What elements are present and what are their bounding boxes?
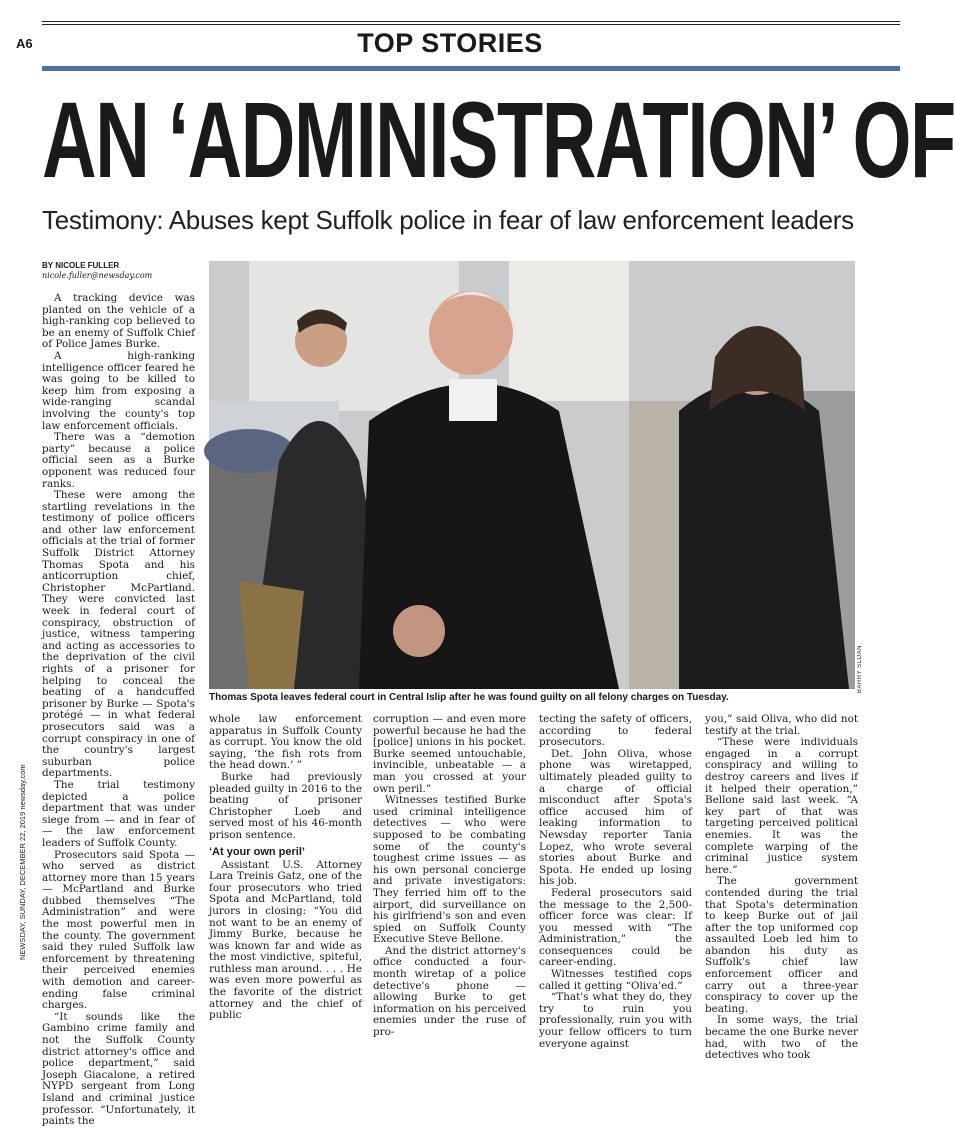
news-photo [209, 261, 855, 689]
section-title: TOP STORIES [357, 28, 543, 58]
paragraph: The government contended during the trial that Spota's determination to keep Burke out of jail after the top uniformed cop assaulted Loeb led him to abandon his duty as Suffolk's chief law enforcement officer and carry out a three-year conspiracy to cover up the beating. [705, 875, 858, 1015]
paragraph: Prosecutors said Spota — who served as district attorney more than 15 years — McPartland and Burke dubbed themselves “The Administration” and were the most powerful men in the county. The government said they ruled Suffolk law enforcement by threatening their perceived enemies with demotion and career-ending false criminal charges. [42, 848, 195, 1012]
paragraph: whole law enforcement apparatus in Suffolk County as corrupt. You know the old saying, ‘the fish rots from the head down.’ ” [209, 713, 362, 772]
paragraph: Witnesses testified cops called it getting “Oliva'ed.” [539, 968, 692, 992]
paragraph: corruption — and even more powerful because he had the [police] unions in his pocket. Burke seemed untouchable, invincible, unbeatable — a man you crossed at your own peril.” [373, 713, 526, 795]
paragraph: Det. John Oliva, whose phone was wiretapped, ultimately pleaded guilty to a charge of official misconduct after Spota's office accused him of leaking information to Newsday reporter Tania Lopez, who wrote several stories about Burke and Spota. He ended up losing his job. [539, 747, 692, 888]
paragraph: Federal prosecutors said the message to the 2,500-officer force was clear: If you messed with “The Administration,” the consequences could be career-ending. [539, 886, 692, 969]
top-rule [42, 21, 900, 22]
section-rule [42, 66, 900, 71]
article-column-1 [42, 292, 195, 1128]
article-column-5 [705, 713, 858, 1062]
paragraph: “That's what they do, they try to ruin you professionally, ruin you with your fellow officers to turn everyone against [539, 991, 692, 1050]
paragraph: you,” said Oliva, who did not testify at the trial. [705, 713, 858, 737]
paragraph: “These were individuals engaged in a corrupt conspiracy and willing to destroy careers and lives if it helped their operation,” Bellone said last week. “A key part of that was targeting perceived political enemies. It was the complete warping of the criminal justice system here.” [705, 736, 858, 876]
headline-text: AN ‘ADMINISTRATION’ OF [42, 79, 955, 200]
paragraph: Witnesses testified Burke used criminal intelligence detectives — who were supposed to be combating some of the county's toughest crime issues — as his own personal concierge and private investigators: They ferried him off to the airport, did surveillance on his girlfriend's son and even spied on Suffolk County Executive Steve Bellone. [373, 794, 526, 946]
article-column-4 [539, 713, 692, 1050]
article-subhead: ‘At your own peril’ [209, 845, 305, 858]
headline [42, 79, 955, 200]
paragraph: A high-ranking intelligence officer feared he was going to be killed to keep him from exposing a wide-ranging scandal involving the county's top law enforcement officials. [42, 349, 195, 432]
page-side-info: NEWSDAY, SUNDAY, DECEMBER 22, 2019 newsday.com [18, 764, 27, 960]
top-rule-double [42, 24, 900, 25]
paragraph: The trial testimony depicted a police department that was under siege from — and in fear of — the law enforcement leaders of Suffolk County. [42, 778, 195, 849]
paragraph: “It sounds like the Gambino crime family and not the Suffolk County district attorney's office and police department,” said Joseph Giacalone, a retired NYPD sergeant from Long Island and criminal justice professor. “Unfortunately, it paints the [42, 1010, 195, 1128]
paragraph: tecting the safety of officers, according to federal prosecutors. [539, 713, 692, 749]
page-number: A6 [16, 36, 33, 51]
paragraph: And the district attorney's office conducted a four-month wiretap of a police detective's phone — allowing Burke to get information on his perceived enemies under the ruse of pro- [373, 944, 526, 1039]
paragraph: Assistant U.S. Attorney Lara Treinis Gatz, one of the four prosecutors who tried Spota and McPartland, told jurors in closing: “You did not want to be an enemy of Jimmy Burke, because he was known far and wide as the most vindictive, spiteful, ruthless man around. . . . He was even more powerful as the favorite of the district attorney and the chief of public [209, 858, 362, 1022]
photo-caption: Thomas Spota leaves federal court in Central Islip after he was found guilty on all felony charges on Tuesday. [209, 692, 729, 703]
article-column-2 [209, 713, 362, 1022]
byline: BY NICOLE FULLER [42, 261, 120, 270]
paragraph: Burke had previously pleaded guilty in 2016 to the beating of prisoner Christopher Loeb and served most of his 46-month prison sentence. [209, 770, 362, 841]
subhead: Testimony: Abuses kept Suffolk police in fear of law enforcement leaders [42, 205, 854, 235]
article-column-3 [373, 713, 526, 1039]
photo-credit: BARRY SLOAN [857, 645, 863, 693]
paragraph: A tracking device was planted on the vehicle of a high-ranking cop believed to be an enemy of Suffolk Chief of Police James Burke. [42, 292, 195, 351]
paragraph: In some ways, the trial became the one Burke never had, with two of the detectives who took [705, 1014, 858, 1062]
author-email: nicole.fuller@newsday.com [42, 271, 153, 280]
paragraph: These were among the startling revelations in the testimony of police officers and other law enforcement officials at the trial of former Suffolk District Attorney Thomas Spota and his anticorruption chief, Christopher McPartland. They were convicted last week in federal court of conspiracy, obstruction of justice, witness tampering and acting as accessories to the deprivation of the civil rights of a prisoner for helping to conceal the beating of a handcuffed prisoner by Burke — Spota's protégé — in what federal prosecutors said was a corrupt conspiracy in one of the country's largest suburban police departments. [42, 489, 195, 780]
photo-illustration [209, 261, 855, 689]
paragraph: There was a “demotion party” because a police official seen as a Burke opponent was reduced four ranks. [42, 431, 195, 490]
